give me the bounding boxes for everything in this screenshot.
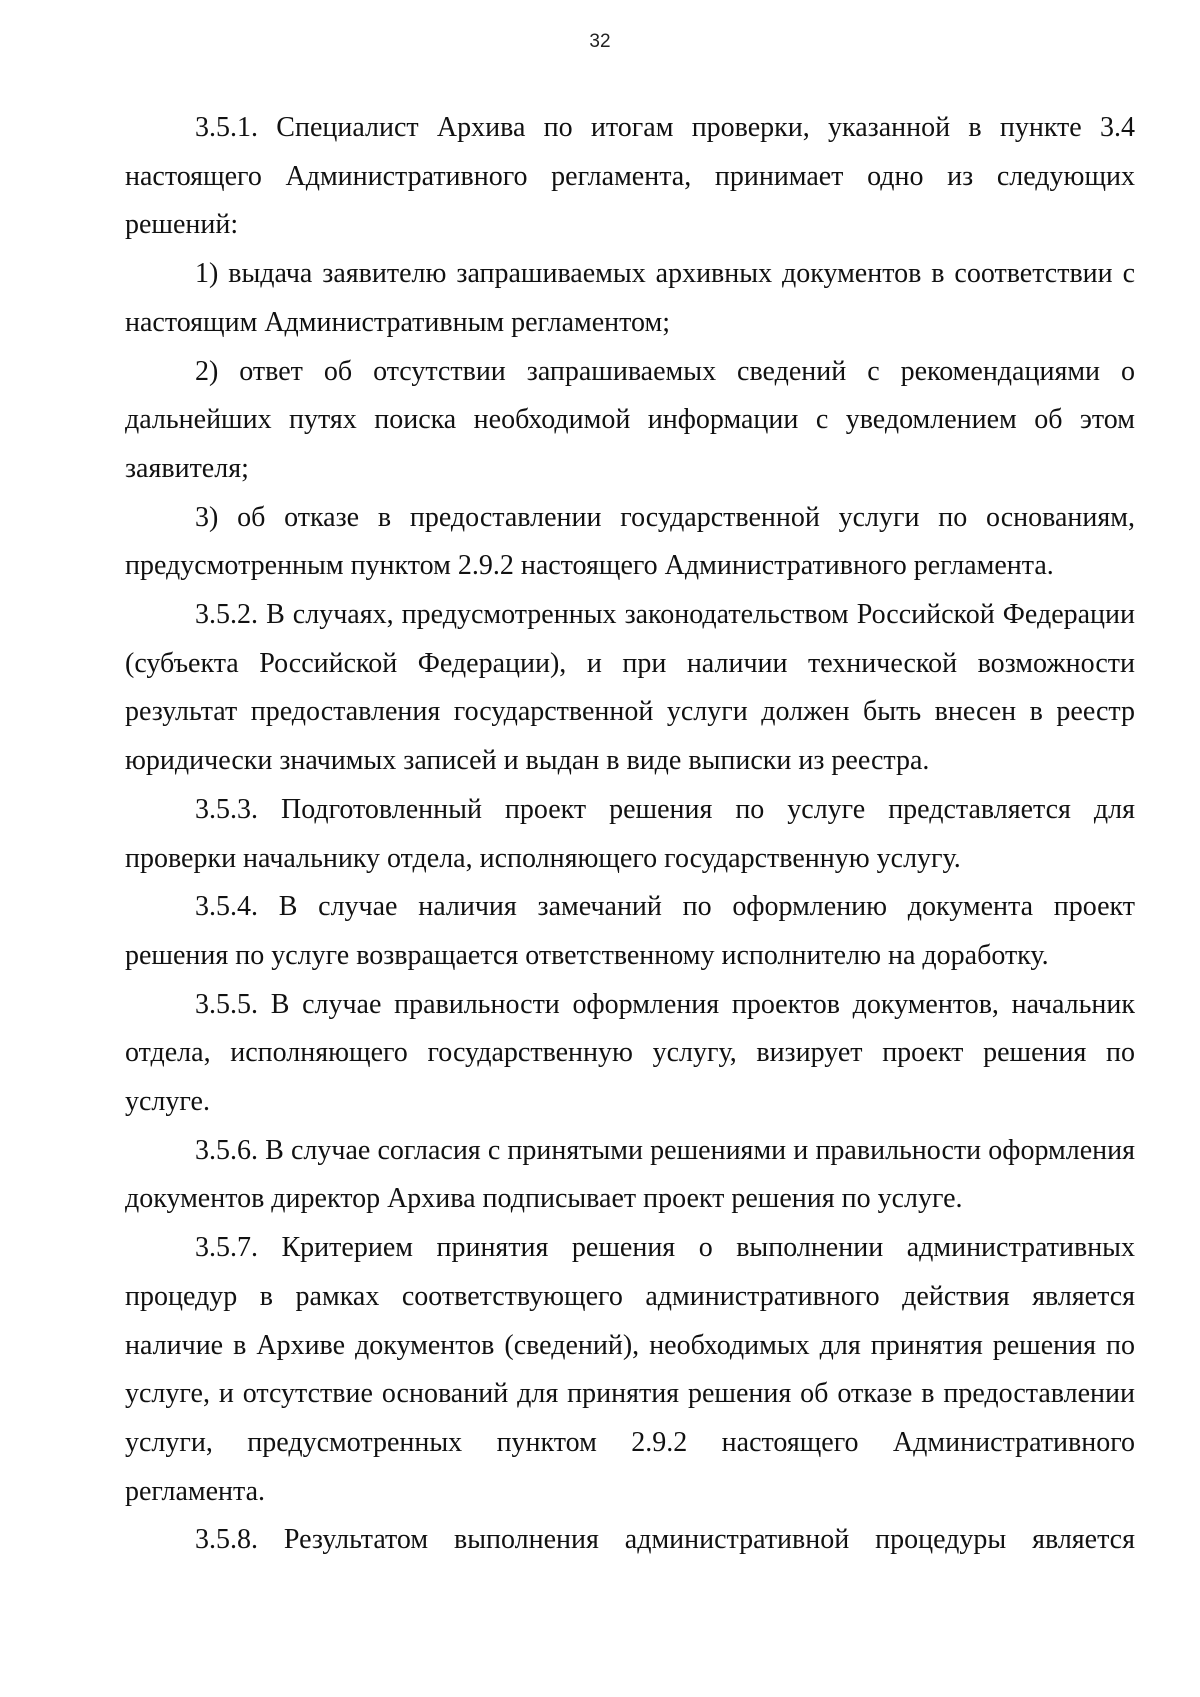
document-body	[125, 104, 1135, 1565]
paragraph-item-1: 1) выдача заявителю запрашиваемых архивных документов в соответствии с настоящим Административным регламентом;	[125, 258, 1135, 338]
paragraph-3-5-1: 3.5.1. Специалист Архива по итогам проверки, указанной в пункте 3.4 настоящего Административного регламента, принимает одно из следующих решений:	[125, 112, 1135, 241]
page-number: 32	[589, 31, 611, 52]
paragraph-item-2: 2) ответ об отсутствии запрашиваемых сведений с рекомендациями о дальнейших путях поиска необходимой информации с уведомлением об этом заявителя;	[125, 355, 1135, 484]
paragraph-3-5-3: 3.5.3. Подготовленный проект решения по услуге представляется для проверки начальнику отдела, исполняющего государственную услугу.	[125, 793, 1135, 874]
paragraph-3-5-6: 3.5.6. В случае согласия с принятыми решениями и правильности оформления документов директор Архива подписывает проект решения по услуге.	[125, 1134, 1135, 1215]
paragraph-3-5-7: 3.5.7. Критерием принятия решения о выполнении административных процедур в рамках соответствующего административного действия является наличие в Архиве документов (сведений), необходимых для принятия решения по услуге, и отсутствие оснований для принятия решения об отказе в предоставлении услуги, предусмотренных пунктом 2.9.2 настоящего Административного регламента.	[125, 1232, 1135, 1507]
paragraph-3-5-2: 3.5.2. В случаях, предусмотренных законодательством Российской Федерации (субъекта Российской Федерации), и при наличии технической возможности результат предоставления государственной услуги должен быть внесен в реестр юридически значимых записей и выдан в виде выписки из реестра.	[125, 599, 1135, 777]
paragraph-3-5-4: 3.5.4. В случае наличия замечаний по оформлению документа проект решения по услуге возвращается ответственному исполнителю на доработку.	[125, 891, 1135, 971]
paragraph-item-3: 3) об отказе в предоставлении государственной услуги по основаниям, предусмотренным пунктом 2.9.2 настоящего Административного регламента.	[125, 501, 1135, 582]
paragraph-3-5-5: 3.5.5. В случае правильности оформления проектов документов, начальник отдела, исполняющего государственную услугу, визирует проект решения по услуге.	[125, 988, 1135, 1118]
paragraph-3-5-8: 3.5.8. Результатом выполнения административной процедуры является	[195, 1524, 1135, 1556]
